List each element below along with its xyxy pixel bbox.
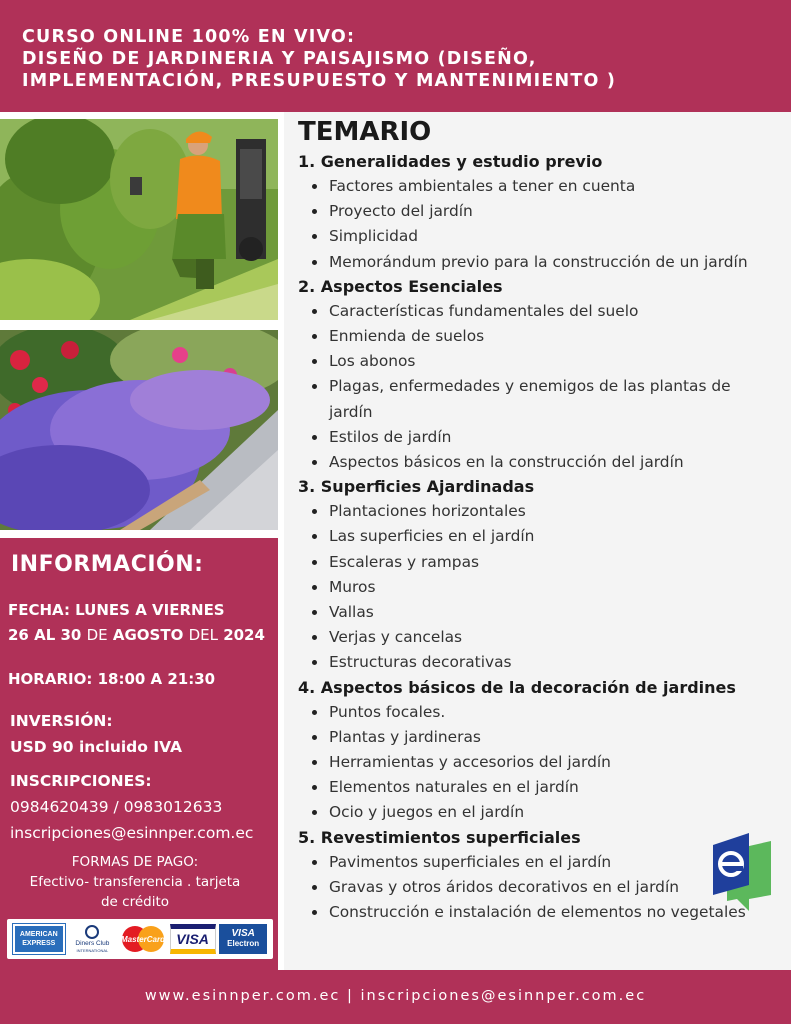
visa-logo-icon: [170, 924, 216, 954]
section-heading: 4. Aspectos básicos de la decoración de jardines: [298, 677, 736, 697]
list-item: Aspectos básicos en la construcción del jardín: [312, 450, 767, 475]
amex-line-2: EXPRESS: [22, 940, 56, 947]
header-line-2: DISEÑO DE JARDINERIA Y PAISAJISMO (DISEÑO,: [22, 49, 537, 69]
list-item: Vallas: [312, 600, 767, 625]
list-item: Elementos naturales en el jardín: [312, 775, 767, 800]
list-item: Plantaciones horizontales: [312, 499, 767, 524]
list-item: Factores ambientales a tener en cuenta: [312, 174, 767, 199]
pago-line-1: FORMAS DE PAGO:: [71, 854, 199, 870]
visa-electron-line-2: Electron: [227, 939, 260, 948]
temario-section-3: [298, 475, 791, 675]
photo-spacer-2: [0, 530, 278, 538]
amex-line-1: AMERICAN: [19, 931, 58, 938]
section-heading: 5. Revestimientos superficiales: [298, 827, 581, 847]
fecha-block: [8, 598, 265, 648]
visa-label: VISA: [176, 931, 209, 947]
list-item: Puntos focales.: [312, 700, 767, 725]
visa-electron-line-1: VISA: [231, 928, 255, 939]
list-item: Simplicidad: [312, 224, 767, 249]
header-line-3: IMPLEMENTACIÓN, PRESUPUESTO Y MANTENIMIENTO ): [22, 71, 617, 91]
pago-line-3: de crédito: [100, 894, 170, 910]
fecha-de: DE: [86, 626, 108, 644]
list-item: Estilos de jardín: [312, 425, 767, 450]
fecha-line-2: [8, 623, 265, 648]
inversion-label: INVERSIÓN:: [10, 712, 113, 730]
list-item: Construcción e instalación de elementos no vegetales: [312, 900, 767, 925]
gardener-photo: [0, 119, 278, 320]
temario-section-2: [298, 275, 791, 475]
list-item: Ocio y juegos en el jardín: [312, 800, 767, 825]
diners-line-1: Diners Club: [75, 940, 110, 947]
footer-contact: www.esinnper.com.ec | inscripciones@esinnper.com.ec: [0, 970, 791, 1024]
fecha-year: 2024: [223, 626, 265, 644]
temario-section-4: [298, 676, 791, 826]
list-item: Plantas y jardineras: [312, 725, 767, 750]
list-item: Pavimentos superficiales en el jardín: [312, 850, 767, 875]
visa-electron-logo-icon: [219, 924, 267, 954]
list-item: Plagas, enfermedades y enemigos de las plantas de jardín: [312, 374, 767, 424]
list-item: Verjas y cancelas: [312, 625, 767, 650]
diners-club-logo-icon: [68, 924, 116, 954]
list-item: Enmienda de suelos: [312, 324, 767, 349]
list-item: Gravas y otros áridos decorativos en el jardín: [312, 875, 767, 900]
lavender-photo: [0, 330, 278, 530]
list-item: Escaleras y rampas: [312, 550, 767, 575]
payment-cards-strip: [7, 919, 273, 959]
photo-spacer: [0, 320, 278, 330]
info-panel: [0, 538, 278, 970]
info-title: INFORMACIÓN:: [11, 552, 204, 577]
payment-methods-text: [0, 852, 270, 912]
mastercard-logo-icon: [120, 924, 166, 954]
fecha-del: DEL: [188, 626, 218, 644]
mastercard-label: MasterCard: [120, 934, 165, 944]
list-item: Los abonos: [312, 349, 767, 374]
list-item: Proyecto del jardín: [312, 199, 767, 224]
temario-section-1: [298, 150, 791, 275]
contact-email: inscripciones@esinnper.com.ec: [10, 824, 254, 842]
fecha-line-1: FECHA: LUNES A VIERNES: [8, 601, 225, 619]
section-heading: 3. Superficies Ajardinadas: [298, 477, 535, 497]
header-line-1: CURSO ONLINE 100% EN VIVO:: [22, 27, 356, 47]
list-item: Herramientas y accesorios del jardín: [312, 750, 767, 775]
esinnper-logo-icon: [713, 833, 771, 913]
pago-line-2: Efectivo- transferencia . tarjeta: [29, 874, 241, 890]
list-item: Muros: [312, 575, 767, 600]
header-banner: [0, 0, 791, 112]
inscripciones-block: [10, 768, 253, 846]
temario-title: TEMARIO: [298, 117, 432, 147]
fecha-month: AGOSTO: [112, 626, 184, 644]
section-heading: 1. Generalidades y estudio previo: [298, 152, 603, 171]
diners-line-2: INTERNATIONAL: [76, 948, 109, 953]
phone-numbers: 0984620439 / 0983012633: [10, 798, 223, 816]
inversion-block: [10, 708, 182, 760]
fecha-days: 26 AL 30: [8, 626, 82, 644]
inversion-value: USD 90 incluido IVA: [10, 738, 183, 756]
horario-text: HORARIO: 18:00 A 21:30: [8, 670, 216, 688]
inscripciones-label: INSCRIPCIONES:: [10, 772, 152, 790]
list-item: Memorándum previo para la construcción de un jardín: [312, 250, 767, 275]
diners-ring-icon: [85, 925, 99, 939]
list-item: Las superficies en el jardín: [312, 524, 767, 549]
list-item: Estructuras decorativas: [312, 650, 767, 675]
amex-logo-icon: [13, 924, 65, 954]
section-heading: 2. Aspectos Esenciales: [298, 276, 503, 296]
list-item: Características fundamentales del suelo: [312, 299, 767, 324]
